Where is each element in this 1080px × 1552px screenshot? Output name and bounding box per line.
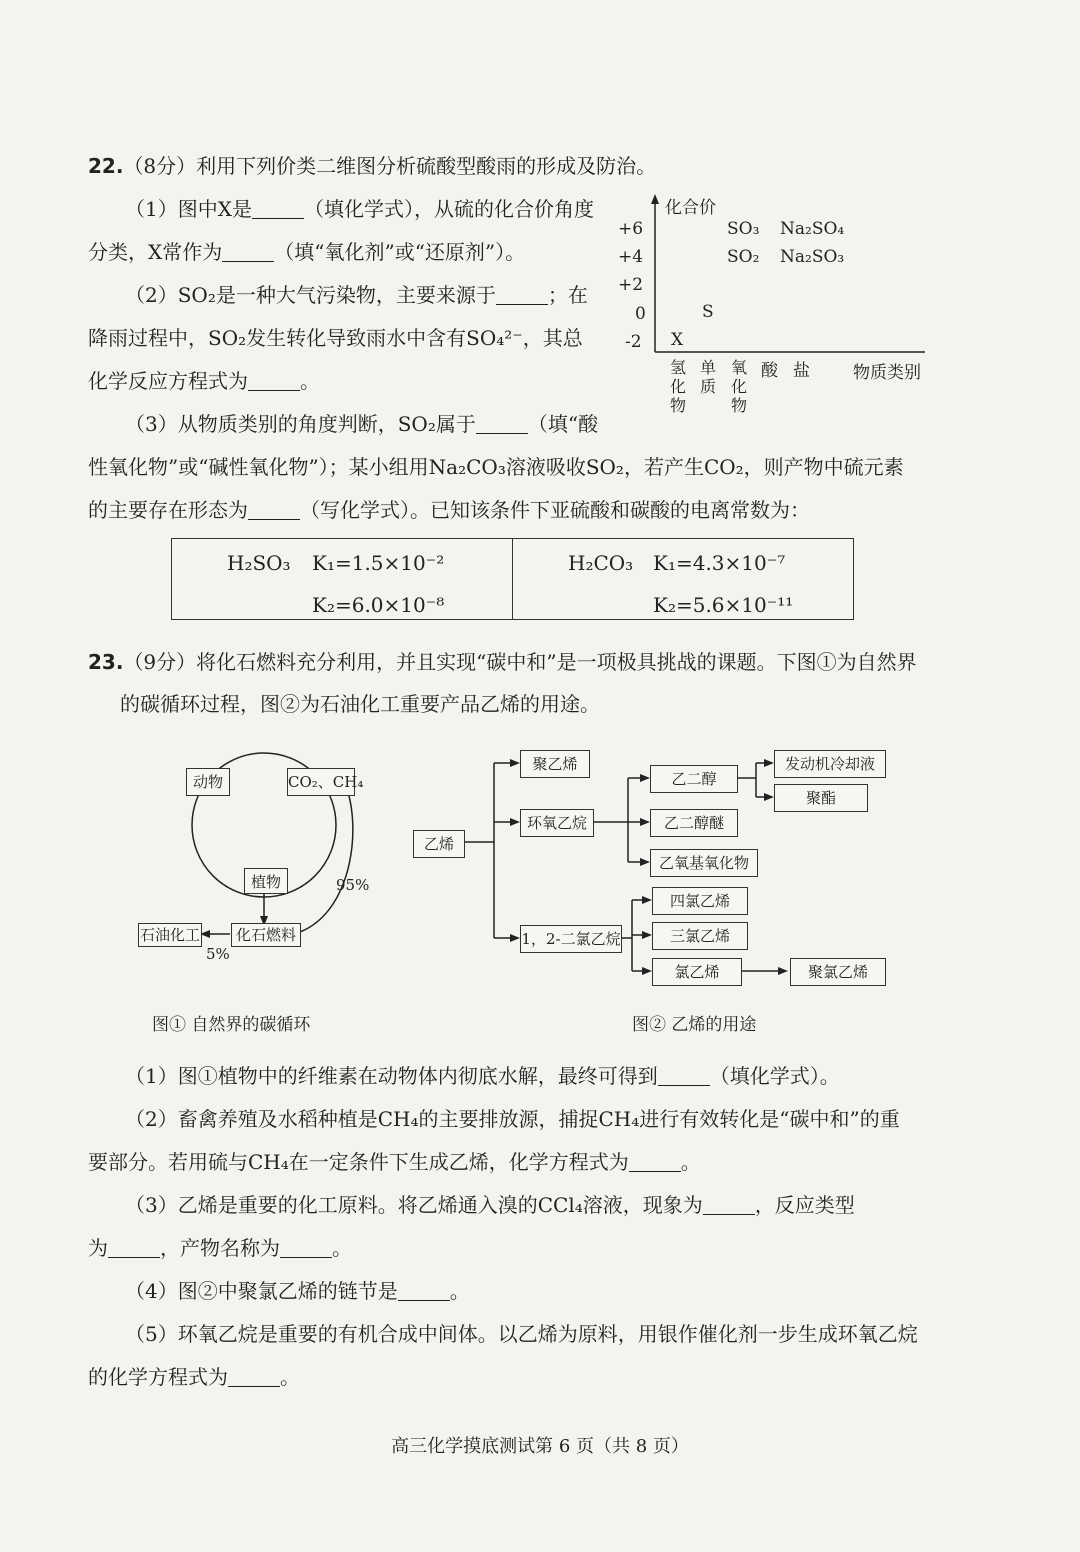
label-95pct: 95% <box>336 876 370 894</box>
q23-part1: （1）图①植物中的纤维素在动物体内彻底水解，最终可得到 （填化学式）。 <box>125 1064 840 1088</box>
chart-ylabel: 化合价 <box>665 198 716 218</box>
answer-blank[interactable] <box>248 370 300 391</box>
point-so3: SO₃ <box>727 219 760 239</box>
node-glycol-ether: 乙二醇醚 <box>650 809 738 837</box>
answer-blank[interactable] <box>108 1237 160 1258</box>
node-trichloroethylene: 三氯乙烯 <box>652 922 748 950</box>
figure1-caption: 图① 自然界的碳循环 <box>152 1015 311 1035</box>
answer-blank[interactable] <box>248 499 300 520</box>
q22-part2-line3: 化学反应方程式为 。 <box>88 369 320 393</box>
figure2-caption: 图② 乙烯的用途 <box>632 1015 757 1035</box>
point-na2so3: Na₂SO₃ <box>780 247 845 267</box>
q22-number: 22. <box>88 154 124 178</box>
q23-number: 23. <box>88 650 124 674</box>
q22-part3-line3: 的主要存在形态为 （写化学式）。已知该条件下亚硫酸和碳酸的电离常数为： <box>88 498 810 522</box>
node-polyethylene: 聚乙烯 <box>520 750 590 778</box>
q23-part3-line1: （3）乙烯是重要的化工原料。将乙烯通入溴的CCl₄溶液，现象为 ，反应类型 <box>125 1193 855 1217</box>
q23-stem-line2: 的碳循环过程，图②为石油化工重要产品乙烯的用途。 <box>120 692 600 716</box>
answer-blank[interactable] <box>658 1065 710 1086</box>
h2so3-label: H₂SO₃ <box>227 551 291 575</box>
q22-part2-line2: 降雨过程中，SO₂发生转化导致雨水中含有SO₄²⁻，其总 <box>88 326 583 350</box>
q22-part2-line1: （2）SO₂是一种大气污染物，主要来源于 ；在 <box>125 283 588 307</box>
node-ethylene-glycol: 乙二醇 <box>650 765 738 793</box>
node-polyester: 聚酯 <box>774 784 868 812</box>
q23-part4: （4）图②中聚氯乙烯的链节是 。 <box>125 1279 470 1303</box>
point-na2so4: Na₂SO₄ <box>780 219 845 239</box>
answer-blank[interactable] <box>398 1280 450 1301</box>
chart-xlabel: 物质类别 <box>853 363 921 383</box>
ytick-zero: 0 <box>635 304 646 324</box>
node-ethoxylates: 乙氧基氧化物 <box>650 849 758 877</box>
ionization-constant-table <box>171 538 854 620</box>
point-s: S <box>702 302 714 322</box>
answer-blank[interactable] <box>222 241 274 262</box>
point-x: X <box>671 330 684 350</box>
q22-part1-line2: 分类，X常作为 （填“氧化剂”或“还原剂”）。 <box>88 240 526 264</box>
q23-part2-line1: （2）畜禽养殖及水稻种植是CH₄的主要排放源，捕捉CH₄进行有效转化是“碳中和”的重 <box>125 1107 900 1131</box>
q22-stem <box>88 152 656 180</box>
q22-stem-text: （8分）利用下列价类二维图分析硫酸型酸雨的形成及防治。 <box>123 154 657 178</box>
valence-class-chart <box>615 190 935 415</box>
page-footer: 高三化学摸底测试第 6 页（共 8 页） <box>391 1436 689 1457</box>
xcat-hydride: 氢化物 <box>669 358 686 415</box>
node-fossil-fuel: 化石燃料 <box>231 923 301 947</box>
q23-stem-line1: 23.（9分）将化石燃料充分利用，并且实现“碳中和”是一项极具挑战的课题。下图①为自然界 <box>88 650 917 674</box>
node-petrochemical: 石油化工 <box>138 923 202 947</box>
q23-part2-line2: 要部分。若用硫与CH₄在一定条件下生成乙烯，化学方程式为 。 <box>88 1150 701 1174</box>
answer-blank[interactable] <box>280 1237 332 1258</box>
node-ethylene: 乙烯 <box>413 830 465 858</box>
h2so3-cell <box>172 539 513 620</box>
answer-blank[interactable] <box>476 413 528 434</box>
q22-part3-line2: 性氧化物”或“碱性氧化物”）；某小组用Na₂CO₃溶液吸收SO₂，若产生CO₂，则产物中硫元素 <box>88 455 904 479</box>
node-pvc: 聚氯乙烯 <box>790 958 886 986</box>
ytick-plus2: +2 <box>618 275 644 295</box>
node-dichloroethane: 1，2-二氯乙烷 <box>520 925 622 953</box>
node-engine-coolant: 发动机冷却液 <box>774 750 886 778</box>
label-5pct: 5% <box>206 945 230 963</box>
ytick-plus4: +4 <box>618 247 644 267</box>
figure2-ethylene-uses <box>410 745 900 1040</box>
q23-part5-line1: （5）环氧乙烷是重要的有机合成中间体。以乙烯为原料，用银作催化剂一步生成环氧乙烷 <box>125 1322 918 1346</box>
point-so2: SO₂ <box>727 247 760 267</box>
ytick-plus6: +6 <box>618 219 644 239</box>
q22-part1-line1: （1）图中X是 （填化学式），从硫的化合价角度 <box>125 197 594 221</box>
q22-part3-line1: （3）从物质类别的角度判断，SO₂属于 （填“酸 <box>125 412 599 436</box>
answer-blank[interactable] <box>228 1366 280 1387</box>
xcat-oxide: 氧化物 <box>730 358 747 415</box>
xcat-salt: 盐 <box>793 361 810 381</box>
node-vinyl-chloride: 氯乙烯 <box>652 958 742 986</box>
q23-part3-line2: 为 ，产物名称为 。 <box>88 1236 352 1260</box>
node-tetrachloroethylene: 四氯乙烯 <box>652 887 748 915</box>
h2co3-label: H₂CO₃ <box>568 551 634 575</box>
q23-part5-line2: 的化学方程式为 。 <box>88 1365 300 1389</box>
answer-blank[interactable] <box>629 1151 681 1172</box>
ytick-minus2: -2 <box>625 332 642 352</box>
node-ethylene-oxide: 环氧乙烷 <box>520 809 594 837</box>
h2so3-k2: K₂=6.0×10⁻⁸ <box>312 593 445 617</box>
answer-blank[interactable] <box>496 284 548 305</box>
h2co3-k2: K₂=5.6×10⁻¹¹ <box>653 593 794 617</box>
xcat-element: 单质 <box>699 358 716 396</box>
node-co2-ch4: CO₂、CH₄ <box>287 768 355 796</box>
node-plant: 植物 <box>244 868 288 894</box>
figure1-carbon-cycle <box>130 750 390 1040</box>
h2co3-cell <box>513 539 854 620</box>
answer-blank[interactable] <box>703 1194 755 1215</box>
h2so3-k1: K₁=1.5×10⁻² <box>312 551 445 575</box>
xcat-acid: 酸 <box>761 361 778 381</box>
h2co3-k1: K₁=4.3×10⁻⁷ <box>653 551 786 575</box>
node-animal: 动物 <box>186 768 230 796</box>
answer-blank[interactable] <box>252 198 304 219</box>
